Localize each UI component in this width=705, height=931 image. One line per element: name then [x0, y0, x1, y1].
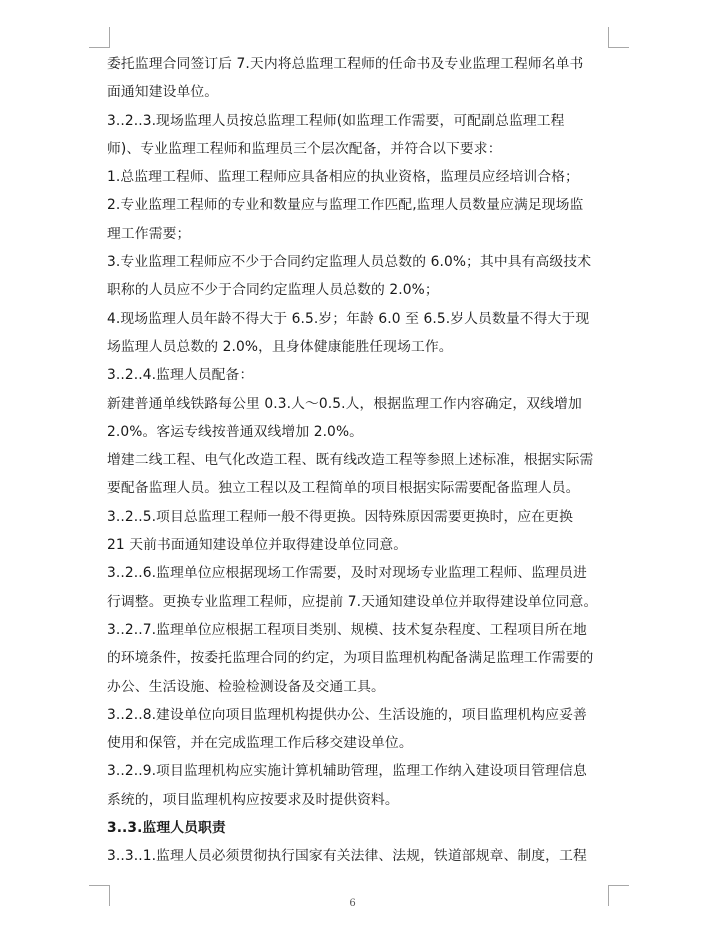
- text-line: 使用和保管，并在完成监理工作后移交建设单位。: [107, 735, 413, 752]
- text-line: 办公、生活设施、检验检测设备及交通工具。: [107, 678, 385, 695]
- page-number: 6: [349, 898, 356, 909]
- text-line: 增建二线工程、电气化改造工程、既有线改造工程等参照上述标准，根据实际需: [107, 452, 594, 469]
- text-line: 3..2..5.项目总监理工程师一般不得更换。因特殊原因需要更换时，应在更换: [107, 508, 573, 525]
- text-line: 的环境条件，按委托监理合同的约定，为项目监理机构配备满足监理工作需要的: [107, 650, 594, 667]
- text-line: 系统的，项目监理机构应按要求及时提供资料。: [107, 791, 399, 808]
- text-line: 3..2..9.项目监理机构应实施计算机辅助管理，监理工作纳入建设项目管理信息: [107, 763, 587, 780]
- text-line: 3..2..6.监理单位应根据现场工作需要，及时对现场专业监理工程师、监理员进: [107, 565, 587, 582]
- text-line: 要配备监理人员。独立工程以及工程简单的项目根据实际需要配备监理人员。: [107, 480, 580, 497]
- section-heading-line: 3..3.监理人员职责: [107, 820, 226, 837]
- text-line: 师)、专业监理工程师和监理员三个层次配备，并符合以下要求：: [107, 140, 502, 157]
- text-line: 新建普通单线铁路每公里 0.3.人～0.5.人，根据监理工作内容确定，双线增加: [107, 395, 582, 412]
- text-line: 3..2..8.建设单位向项目监理机构提供办公、生活设施的，项目监理机构应妥善: [107, 706, 587, 723]
- text-line: 3..2..3.现场监理人员按总监理工程师(如监理工作需要，可配副总监理工程: [107, 112, 565, 129]
- crop-mark-top-right: [608, 27, 629, 48]
- text-line: 委托监理合同签订后 7.天内将总监理工程师的任命书及专业监理工程师名单书: [107, 56, 584, 72]
- text-line: 2.0%。客运专线按普通双线增加 2.0%。: [107, 423, 364, 440]
- text-line: 理工作需要；: [107, 225, 191, 242]
- text-line: 3..2..4.监理人员配备：: [107, 367, 254, 384]
- text-line: 3..2..7.监理单位应根据工程项目类别、规模、技术复杂程度、工程项目所在地: [107, 621, 587, 638]
- text-line: 2.专业监理工程师的专业和数量应与监理工作匹配,监理人员数量应满足现场监: [107, 197, 584, 214]
- text-line: 4.现场监理人员年龄不得大于 6.5.岁；年龄 6.0 至 6.5.岁人员数量不得大于现: [107, 310, 590, 327]
- text-line: 行调整。更换专业监理工程师，应提前 7.天通知建设单位并取得建设单位同意。: [107, 593, 598, 610]
- document-body[interactable]: [107, 50, 607, 871]
- text-line: 3.专业监理工程师应不少于合同约定监理人员总数的 6.0%；其中具有高级技术: [107, 254, 592, 271]
- text-line: 场监理人员总数的 2.0%，且身体健康能胜任现场工作。: [107, 338, 453, 355]
- crop-mark-top-left: [89, 27, 110, 48]
- text-line: 21 天前书面通知建设单位并取得建设单位同意。: [107, 537, 408, 554]
- text-line: 3..3..1.监理人员必须贯彻执行国家有关法律、法规，铁道部规章、制度，工程: [107, 848, 587, 865]
- text-line: 职称的人员应不少于合同约定监理人员总数的 2.0%；: [107, 282, 439, 299]
- text-line: 面通知建设单位。: [107, 84, 219, 101]
- text-line: 1.总监理工程师、监理工程师应具备相应的执业资格，监理员应经培训合格；: [107, 169, 579, 186]
